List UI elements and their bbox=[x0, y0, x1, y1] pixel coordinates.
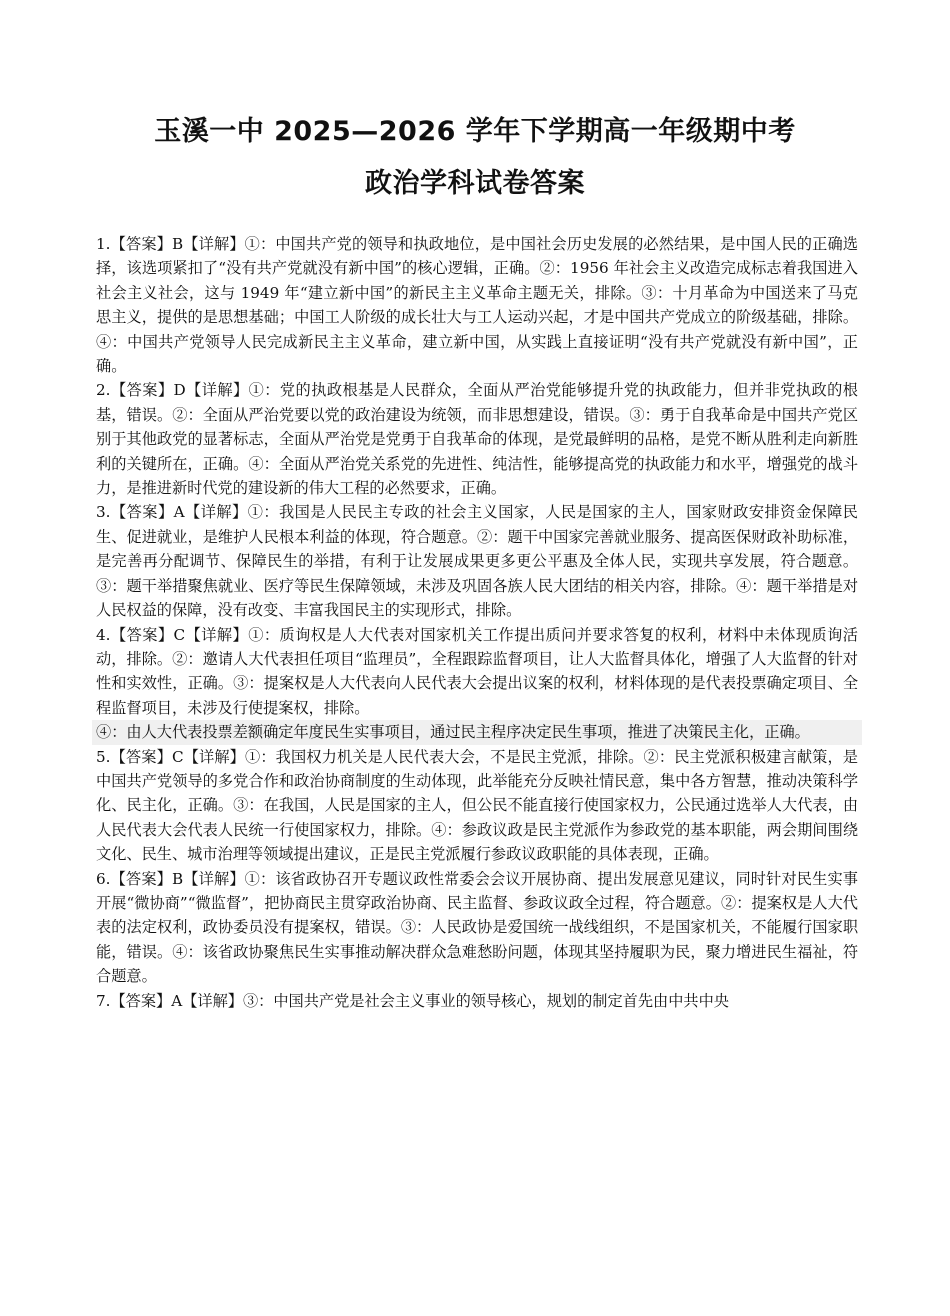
answer-item-2: 2.【答案】D【详解】①：党的执政根基是人民群众，全面从严治党能够提升党的执政能力，但并非党执政的根基，错误。②：全面从严治党要以党的政治建设为统领，而非思想建设，错误。③：勇于自我革命是中国共产党区别于其他政党的显著标志，全面从严治党是党勇于自我革命的体现，是党最鲜明的品格，是党不断从胜利走向新胜利的关键所在，正确。④：全面从严治党关系党的先进性、纯洁性，能够提高党的执政能力和水平，增强党的战斗力，是推进新时代党的建设新的伟大工程的必然要求，正确。 bbox=[96, 381, 858, 498]
title-line-1: 玉溪一中 2025—2026 学年下学期高一年级期中考 bbox=[154, 116, 796, 147]
document-title bbox=[0, 106, 950, 210]
answer-item-3: 3.【答案】A【详解】①：我国是人民民主专政的社会主义国家，人民是国家的主人，国家财政安排资金保障民生、促进就业，是维护人民根本利益的体现，符合题意。②：题干中国家完善就业服务、提高医保财政补助标准，是完善再分配调节、保障民生的举措，有利于让发展成果更多更公平惠及全体人民，实现共享发展，符合题意。③：题干举措聚焦就业、医疗等民生保障领域，未涉及巩固各族人民大团结的相关内容，排除。④：题干举措是对人民权益的保障，没有改变、丰富我国民主的实现形式，排除。 bbox=[96, 503, 858, 620]
answer-item-5: 5.【答案】C【详解】①：我国权力机关是人民代表大会，不是民主党派，排除。②：民主党派积极建言献策，是中国共产党领导的多党合作和政治协商制度的生动体现，此举能充分反映社情民意，集中各方智慧，推动决策科学化、民主化，正确。③：在我国，人民是国家的主人，但公民不能直接行使国家权力，公民通过选举人大代表，由人民代表大会代表人民统一行使国家权力，排除。④：参政议政是民主党派作为参政党的基本职能，两会期间围绕文化、民生、城市治理等领域提出建议，正是民主党派履行参政议政职能的具体表现，正确。 bbox=[96, 747, 858, 864]
answer-list bbox=[96, 232, 858, 1013]
answer-item-4-continuation-highlighted: ④：由人大代表投票差额确定年度民生实事项目，通过民主程序决定民生事项，推进了决策民主化，正确。 bbox=[92, 720, 862, 744]
answer-item-1: 1.【答案】B【详解】①：中国共产党的领导和执政地位，是中国社会历史发展的必然结果，是中国人民的正确选择，该选项紧扣了“没有共产党就没有新中国”的核心逻辑，正确。②：1956 年社会主义改造完成标志着我国进入社会主义社会，这与 1949 年“建立新中国”的新民主主义革命主题无关，排除。③：十月革命为中国送来了马克思主义，提供的是思想基础；中国工人阶级的成长壮大与工人运动兴起，才是中国共产党成立的阶级基础，排除。④：中国共产党领导人民完成新民主主义革命，建立新中国，从实践上直接证明“没有共产党就没有新中国”，正确。 bbox=[96, 235, 858, 376]
answer-item-7: 7.【答案】A【详解】③：中国共产党是社会主义事业的领导核心，规划的制定首先由中共中央 bbox=[96, 991, 729, 1010]
answer-item-4: 4.【答案】C【详解】①：质询权是人大代表对国家机关工作提出质问并要求答复的权利，材料中未体现质询活动，排除。②：邀请人大代表担任项目“监理员”，全程跟踪监督项目，让人大监督具体化，增强了人大监督的针对性和实效性，正确。③：提案权是人大代表向人民代表大会提出议案的权利，材料体现的是代表投票确定项目、全程监督项目，未涉及行使提案权，排除。 bbox=[96, 625, 858, 717]
answer-item-6: 6.【答案】B【详解】①：该省政协召开专题议政性常委会会议开展协商、提出发展意见建议，同时针对民生实事开展“微协商”“微监督”，把协商民主贯穿政治协商、民主监督、参政议政全过程，符合题意。②：提案权是人大代表的法定权利，政协委员没有提案权，错误。③：人民政协是爱国统一战线组织，不是国家机关，不能履行国家职能，错误。④：该省政协聚焦民生实事推动解决群众急难愁盼问题，体现其坚持履职为民，聚力增进民生福祉，符合题意。 bbox=[96, 869, 858, 986]
title-line-2: 政治学科试卷答案 bbox=[365, 168, 585, 199]
